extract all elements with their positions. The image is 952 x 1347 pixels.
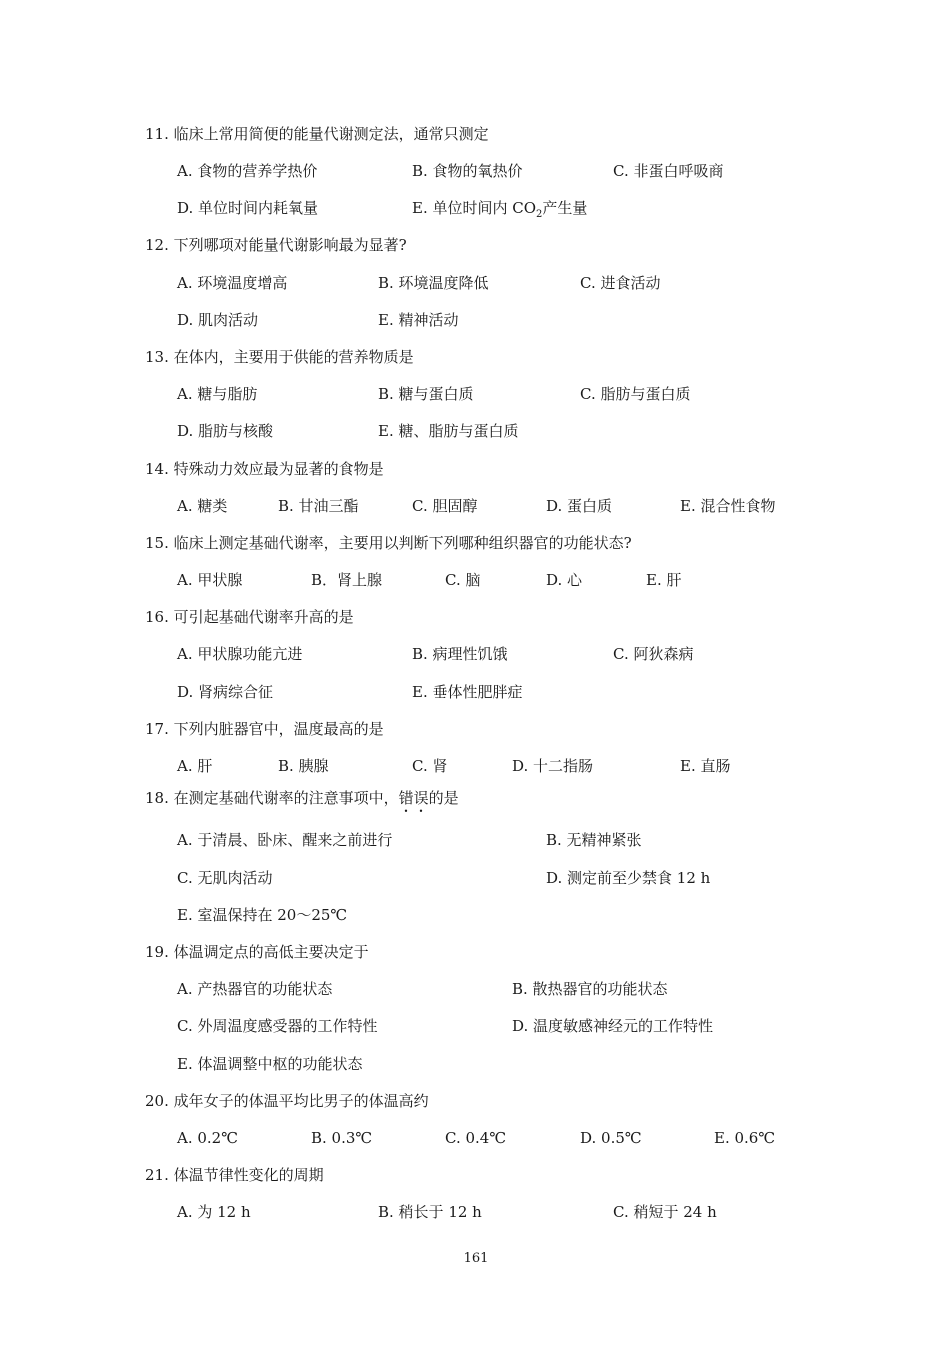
q18-stem-emphasis: 错误 bbox=[398, 789, 429, 807]
q18-stem-suffix: 的是 bbox=[428, 789, 459, 807]
question-21-stem: 21. 体温节律性变化的周期 bbox=[145, 1166, 324, 1184]
q12-option-c: C. 进食活动 bbox=[580, 274, 661, 292]
page-number: 161 bbox=[463, 1251, 489, 1266]
q11-option-e bbox=[412, 198, 587, 225]
q19-option-b: B. 散热器官的功能状态 bbox=[512, 980, 668, 998]
q18-option-e: E. 室温保持在 20～25℃ bbox=[177, 906, 348, 924]
q19-option-e: E. 体温调整中枢的功能状态 bbox=[177, 1055, 363, 1073]
q12-option-e: E. 精神活动 bbox=[378, 311, 459, 329]
q13-option-e: E. 糖、脂肪与蛋白质 bbox=[378, 422, 519, 440]
q11-option-b: B. 食物的氧热价 bbox=[412, 162, 523, 180]
question-12-stem: 12. 下列哪项对能量代谢影响最为显著? bbox=[145, 236, 407, 254]
q16-option-e: E. 垂体性肥胖症 bbox=[412, 683, 523, 701]
q11-option-e-suffix: 产生量 bbox=[542, 199, 588, 217]
q19-option-c: C. 外周温度感受器的工作特性 bbox=[177, 1017, 378, 1035]
q11-option-c: C. 非蛋白呼吸商 bbox=[613, 162, 724, 180]
q14-option-a: A. 糖类 bbox=[177, 497, 228, 515]
q11-option-d: D. 单位时间内耗氧量 bbox=[177, 199, 319, 217]
q11-option-e-text: E. 单位时间内 CO bbox=[412, 199, 537, 217]
q11-option-a: A. 食物的营养学热价 bbox=[177, 162, 318, 180]
q17-option-d: D. 十二指肠 bbox=[512, 757, 594, 775]
question-16-stem: 16. 可引起基础代谢率升高的是 bbox=[145, 608, 354, 626]
q12-option-a: A. 环境温度增高 bbox=[177, 274, 288, 292]
question-19-stem: 19. 体温调定点的高低主要决定于 bbox=[145, 943, 369, 961]
q18-option-c: C. 无肌肉活动 bbox=[177, 869, 273, 887]
q15-option-e: E. 肝 bbox=[646, 571, 682, 589]
q15-option-d: D. 心 bbox=[546, 571, 583, 589]
question-13-stem: 13. 在体内，主要用于供能的营养物质是 bbox=[145, 348, 414, 366]
q13-option-c: C. 脂肪与蛋白质 bbox=[580, 385, 691, 403]
q20-option-c: C. 0.4℃ bbox=[445, 1129, 507, 1147]
question-18-stem bbox=[145, 788, 459, 816]
q16-option-a: A. 甲状腺功能亢进 bbox=[177, 645, 303, 663]
q12-option-d: D. 肌肉活动 bbox=[177, 311, 259, 329]
q18-option-d: D. 测定前至少禁食 12 h bbox=[546, 869, 711, 887]
question-15-stem: 15. 临床上测定基础代谢率，主要用以判断下列哪种组织器官的功能状态? bbox=[145, 534, 632, 552]
q20-option-a: A. 0.2℃ bbox=[177, 1129, 239, 1147]
q15-option-a: A. 甲状腺 bbox=[177, 571, 243, 589]
q13-option-d: D. 脂肪与核酸 bbox=[177, 422, 274, 440]
q20-option-e: E. 0.6℃ bbox=[714, 1129, 776, 1147]
q21-option-c: C. 稍短于 24 h bbox=[613, 1203, 717, 1221]
q15-option-b: B．肾上腺 bbox=[311, 571, 383, 589]
q17-option-c: C. 肾 bbox=[412, 757, 448, 775]
q16-option-c: C. 阿狄森病 bbox=[613, 645, 694, 663]
q15-option-c: C. 脑 bbox=[445, 571, 481, 589]
q14-option-d: D. 蛋白质 bbox=[546, 497, 613, 515]
question-20-stem: 20. 成年女子的体温平均比男子的体温高约 bbox=[145, 1092, 429, 1110]
q18-option-b: B. 无精神紧张 bbox=[546, 831, 642, 849]
q19-option-a: A. 产热器官的功能状态 bbox=[177, 980, 333, 998]
question-17-stem: 17. 下列内脏器官中，温度最高的是 bbox=[145, 720, 384, 738]
question-11-stem: 11. 临床上常用简便的能量代谢测定法，通常只测定 bbox=[145, 125, 489, 143]
q18-stem-prefix: 18. 在测定基础代谢率的注意事项中， bbox=[145, 789, 399, 807]
q17-option-b: B. 胰腺 bbox=[278, 757, 329, 775]
q18-option-a: A. 于清晨、卧床、醒来之前进行 bbox=[177, 831, 393, 849]
q19-option-d: D. 温度敏感神经元的工作特性 bbox=[512, 1017, 714, 1035]
q20-option-b: B. 0.3℃ bbox=[311, 1129, 373, 1147]
question-14-stem: 14. 特殊动力效应最为显著的食物是 bbox=[145, 460, 384, 478]
q16-option-d: D. 肾病综合征 bbox=[177, 683, 274, 701]
q14-option-b: B. 甘油三酯 bbox=[278, 497, 359, 515]
q21-option-a: A. 为 12 h bbox=[177, 1203, 251, 1221]
co2-subscript: 2 bbox=[536, 209, 543, 220]
q16-option-b: B. 病理性饥饿 bbox=[412, 645, 508, 663]
q17-option-e: E. 直肠 bbox=[680, 757, 731, 775]
q17-option-a: A. 肝 bbox=[177, 757, 213, 775]
q12-option-b: B. 环境温度降低 bbox=[378, 274, 489, 292]
q20-option-d: D. 0.5℃ bbox=[580, 1129, 642, 1147]
q21-option-b: B. 稍长于 12 h bbox=[378, 1203, 482, 1221]
q13-option-a: A. 糖与脂肪 bbox=[177, 385, 258, 403]
q13-option-b: B. 糖与蛋白质 bbox=[378, 385, 474, 403]
q14-option-c: C. 胆固醇 bbox=[412, 497, 478, 515]
q14-option-e: E. 混合性食物 bbox=[680, 497, 776, 515]
